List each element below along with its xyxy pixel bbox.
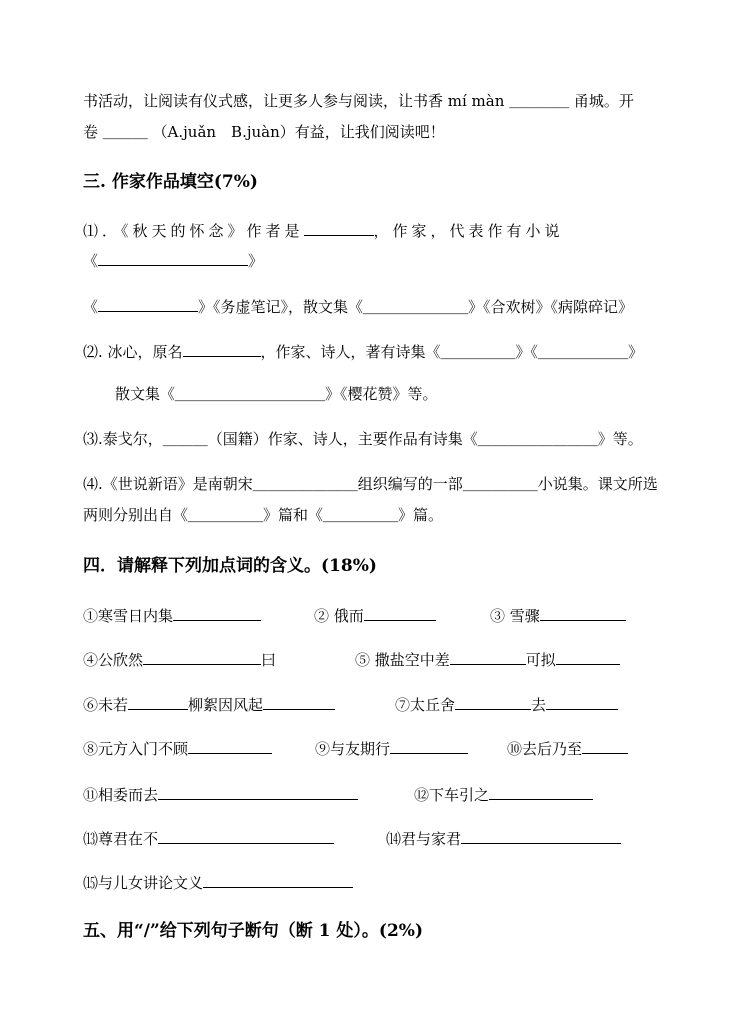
word-text-8: ⑧元方入门不顾 xyxy=(83,740,189,758)
word-text-7a: ⑦太丘舍 xyxy=(395,696,456,714)
word-blank-15[interactable] xyxy=(203,872,353,888)
q1-line-3 xyxy=(83,296,633,317)
q4-line-1: ⑷.《世说新语》是南朝宋＿＿＿＿＿＿＿组织编写的一部＿＿＿＿＿小说集。课文所选 xyxy=(83,475,658,493)
word-blank-1[interactable] xyxy=(173,605,261,621)
word-text-4a: ④公欣然 xyxy=(83,651,144,669)
word-blank-2[interactable] xyxy=(364,605,436,621)
word-blank-3[interactable] xyxy=(540,605,626,621)
q1-novel-blank-1[interactable] xyxy=(98,250,248,266)
section-3-title: 三. 作家作品填空(7%) xyxy=(83,172,258,192)
word-blank-5b[interactable] xyxy=(556,649,620,665)
word-blank-7a[interactable] xyxy=(455,694,531,710)
word-text-1: ①寒雪日内集 xyxy=(83,607,174,625)
word-item-2 xyxy=(314,605,436,626)
word-blank-7b[interactable] xyxy=(546,694,618,710)
q1-novel-blank-2[interactable] xyxy=(98,296,198,312)
q1-text-e: 《 xyxy=(83,298,99,316)
word-blank-8[interactable] xyxy=(188,738,272,754)
q1-line-2 xyxy=(83,250,263,271)
word-blank-12[interactable] xyxy=(489,784,593,800)
q1-line-1 xyxy=(83,220,564,241)
q1-text-b: ，作家，代表作有小说 xyxy=(373,222,564,240)
q2-text-a: ⑵. 冰心，原名 xyxy=(83,343,183,361)
passage-line-1: 书活动，让阅读有仪式感，让更多人参与阅读，让书香 mí màn ＿＿＿＿ 甬城。开 xyxy=(83,92,634,110)
word-blank-14[interactable] xyxy=(461,828,621,844)
word-blank-6b[interactable] xyxy=(263,694,335,710)
q1-text-d: 》 xyxy=(248,252,264,270)
q1-author-blank[interactable] xyxy=(304,220,374,236)
word-item-7 xyxy=(395,694,618,715)
word-text-7b: 去 xyxy=(531,696,547,714)
word-text-3: ③ 雪骤 xyxy=(490,607,540,625)
word-text-5b: 可拟 xyxy=(525,651,556,669)
word-text-6a: ⑥未若 xyxy=(83,696,129,714)
word-blank-4[interactable] xyxy=(143,649,261,665)
word-item-14 xyxy=(386,828,621,849)
word-blank-13[interactable] xyxy=(158,828,334,844)
word-blank-11[interactable] xyxy=(158,784,358,800)
q2-line-1 xyxy=(83,341,643,362)
word-item-9 xyxy=(315,738,468,759)
word-text-12: ⑫下车引之 xyxy=(414,786,490,804)
q2-line-2: 散文集《＿＿＿＿＿＿＿＿＿＿》《樱花赞》等。 xyxy=(115,385,438,403)
q2-name-blank[interactable] xyxy=(183,341,261,357)
passage-line-2: 卷 ＿＿＿ （A.juǎn B.juàn）有益，让我们阅读吧！ xyxy=(83,123,445,141)
word-item-11 xyxy=(83,784,358,805)
word-item-12 xyxy=(414,784,593,805)
word-item-15 xyxy=(83,872,353,893)
word-text-14: ⒁君与家君 xyxy=(386,830,462,848)
word-blank-5a[interactable] xyxy=(450,649,526,665)
q1-text-c: 《 xyxy=(83,252,99,270)
word-item-3 xyxy=(490,605,626,626)
word-text-11: ⑪相委而去 xyxy=(83,786,159,804)
word-blank-6a[interactable] xyxy=(128,694,188,710)
word-item-10 xyxy=(507,738,628,759)
q2-text-b: ，作家、诗人，著有诗集《＿＿＿＿＿》《＿＿＿＿＿＿》 xyxy=(260,343,644,361)
q4-line-2: 两则分别出自《＿＿＿＿＿》篇和《＿＿＿＿＿》篇。 xyxy=(83,506,444,524)
word-item-4 xyxy=(83,649,276,670)
word-item-6 xyxy=(83,694,335,715)
word-text-5a: ⑤ 撒盐空中差 xyxy=(355,651,450,669)
word-item-13 xyxy=(83,828,334,849)
word-text-9: ⑨与友期行 xyxy=(315,740,391,758)
word-text-2: ② 俄而 xyxy=(314,607,364,625)
section-4-title: 四．请解释下列加点词的含义。(18%) xyxy=(83,556,377,576)
section-5-title: 五、用“/”给下列句子断句（断 1 处）。(2%) xyxy=(83,921,423,941)
word-text-6b: 柳絮因风起 xyxy=(188,696,264,714)
word-item-5 xyxy=(355,649,620,670)
word-item-1 xyxy=(83,605,261,626)
word-item-8 xyxy=(83,738,272,759)
q1-text-a: ⑴．《秋天的怀念》作者是 xyxy=(83,222,304,240)
word-text-13: ⒀尊君在不 xyxy=(83,830,159,848)
word-blank-9[interactable] xyxy=(390,738,468,754)
q1-text-f: 》《务虚笔记》，散文集《＿＿＿＿＿＿＿》《合欢树》《病隙碎记》 xyxy=(198,298,634,316)
word-blank-10[interactable] xyxy=(582,738,628,754)
word-text-4b: 曰 xyxy=(261,651,277,669)
word-text-10: ⑩去后乃至 xyxy=(507,740,583,758)
q3-line: ⑶.泰戈尔，＿＿＿（国籍）作家、诗人，主要作品有诗集《＿＿＿＿＿＿＿＿》等。 xyxy=(83,430,643,448)
word-text-15: ⒂与儿女讲论文义 xyxy=(83,874,204,892)
